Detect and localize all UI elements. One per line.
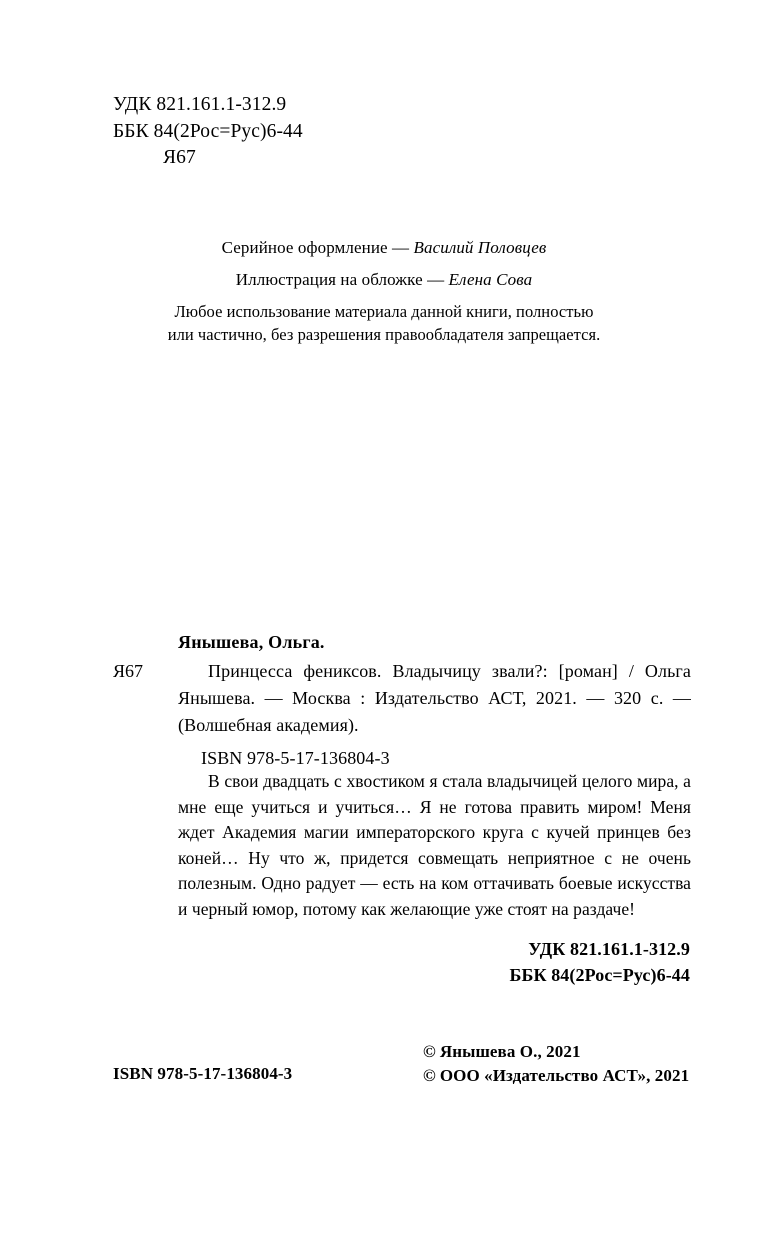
- classification-block-bottom: [509, 936, 690, 988]
- copyright-symbol-icon: ©: [423, 1042, 436, 1061]
- book-annotation: В свои двадцать с хвостиком я стала владычицей целого мира, а мне еще учиться и учиться… Я не готова править миром! Меня ждет Академия магии императорского круга с кучей принцев без коней… Ну что ж, придется совмещать неприятное с не очень полезным. Одно радует — есть на ком оттачивать боевые искусства и черный юмор, потому как желающие уже стоят на раздаче!: [178, 771, 691, 919]
- cover-illustration-label: Иллюстрация на обложке —: [235, 270, 449, 289]
- copyright-symbol-icon-2: ©: [423, 1066, 436, 1085]
- cover-illustration-credit: [0, 264, 768, 296]
- usage-restriction-note: [134, 300, 634, 346]
- usage-note-line-1: Любое использование материала данной книги, полностью: [174, 302, 594, 321]
- series-design-person: Василий Половцев: [413, 238, 547, 257]
- shelfmark-record: Я67: [113, 661, 144, 681]
- classification-block-top: [113, 92, 303, 172]
- record-wrapper: [113, 658, 691, 739]
- copyright-publisher-text: ООО «Издательство АСТ», 2021: [439, 1066, 690, 1085]
- footer-isbn: ISBN 978-5-17-136804-3: [113, 1064, 293, 1083]
- copyright-publisher-line: [423, 1064, 689, 1088]
- bbk-code-bottom: ББК 84(2Рос=Рус)6-44: [509, 965, 690, 985]
- record-description: [113, 658, 691, 739]
- series-design-credit: [0, 232, 768, 264]
- isbn-record: ISBN 978-5-17-136804-3: [201, 748, 390, 768]
- record-text: Принцесса фениксов. Владычицу звали?: [роман] / Ольга Янышева. — Москва : Издательство АСТ, 2021. — 320 с. — (Волшебная академия).: [178, 661, 691, 735]
- udk-code-bottom: УДК 821.161.1-312.9: [528, 939, 690, 959]
- shelfmark-top: Я67: [163, 147, 196, 168]
- author-heading: Янышева, Ольга.: [178, 632, 325, 652]
- bbk-code-top: ББК 84(2Рос=Рус)6-44: [113, 120, 303, 142]
- series-design-label: Серийное оформление —: [221, 238, 414, 257]
- copyright-author-text: Янышева О., 2021: [439, 1042, 581, 1061]
- copyright-author-line: [423, 1040, 689, 1064]
- cover-illustration-person: Елена Сова: [448, 270, 533, 289]
- copyright-block: [423, 1040, 689, 1088]
- udk-code-top: УДК 821.161.1-312.9: [113, 94, 287, 115]
- credits-block: [0, 232, 768, 296]
- bibliographic-record: [113, 630, 691, 772]
- usage-note-line-2: или частично, без разрешения правообладателя запрещается.: [167, 325, 601, 344]
